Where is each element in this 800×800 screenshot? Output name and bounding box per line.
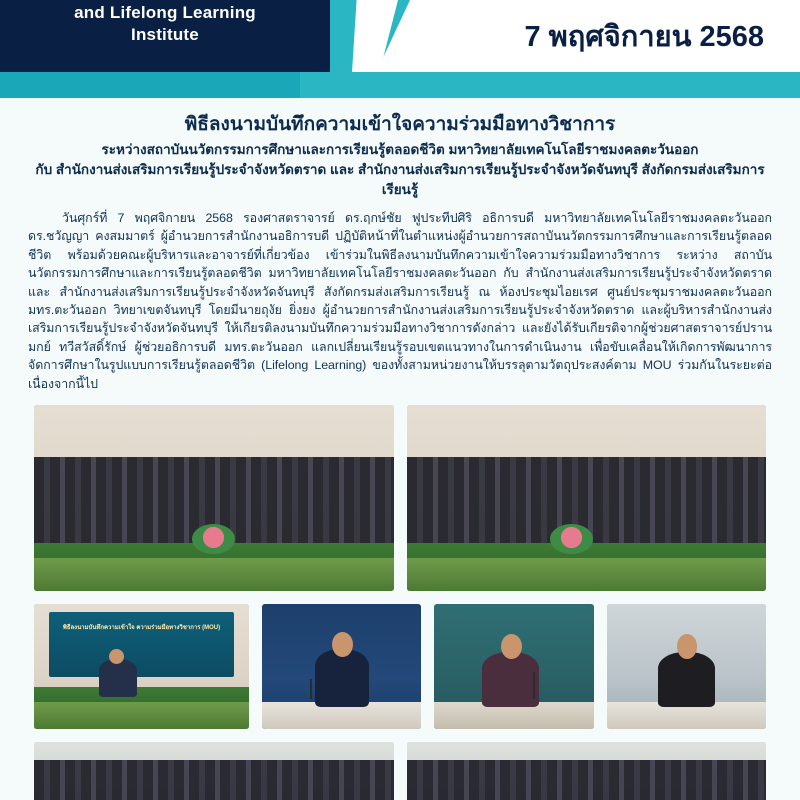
publication-date: 7 พฤศจิกายน 2568 <box>524 21 764 53</box>
article-body <box>0 98 800 393</box>
logo-line-2: Institute <box>131 25 199 44</box>
article-subtitle-1: ระหว่างสถาบันนวัตกรรมการศึกษาและการเรียนรู้ตลอดชีวิต มหาวิทยาลัยเทคโนโลยีราชมงคลตะวันออก <box>101 142 699 157</box>
photo-row-2 <box>34 604 766 729</box>
speaker-photo-1 <box>262 604 421 729</box>
speaker-photo-2 <box>434 604 593 729</box>
photo-row-1 <box>34 405 766 591</box>
photo-row-3 <box>34 742 766 800</box>
header-date-area <box>380 0 800 72</box>
signing-ceremony-group-photo-left <box>34 405 394 591</box>
speaker-photo-3 <box>607 604 766 729</box>
participants-group-photo-left <box>34 742 394 800</box>
article-subtitle-2: กับ สำนักงานส่งเสริมการเรียนรู้ประจำจังหวัดตราด และ สำนักงานส่งเสริมการเรียนรู้ประจำจังหวัดจันทบุรี สังกัดกรมส่งเสริมการเรียนรู้ <box>35 162 765 197</box>
page-header <box>0 0 800 72</box>
article-paragraph: วันศุกร์ที่ 7 พฤศจิกายน 2568 รองศาสตราจารย์ ดร.ฤกษ์ชัย ฟูประทีปศิริ อธิการบดี มหาวิทยาลัยเทคโนโลยีราชมงคลตะวันออก ดร.ชวัญญา คงสมมาตร์ ผู้อำนวยการสำนักงานอธิการบดี ปฏิบัติหน้าที่ในตำแหน่งผู้อำนวยการสถาบันนวัตกรรมการศึกษาและการเรียนรู้ตลอดชีวิต พร้อมด้วยคณะผู้บริหารและอาจารย์ที่เกี่ยวข้อง เข้าร่วมในพิธีลงนามบันทึกความเข้าใจความร่วมมือทางวิชาการ ระหว่าง สถาบันนวัตกรรมการศึกษาและการเรียนรู้ตลอดชีวิต มหาวิทยาลัยเทคโนโลยีราชมงคลตะวันออก กับ สำนักงานส่งเสริมการเรียนรู้ประจำจังหวัดตราด และ สำนักงานส่งเสริมการเรียนรู้ประจำจังหวัดจันทบุรี สังกัดกรมส่งเสริมการเรียนรู้ ณ ห้องประชุมไอยเรศ ศูนย์ประชุมราชมงคลตะวันออก มทร.ตะวันออก วิทยาเขตจันทบุรี โดยมีนายถุงัย ยิ่งยง ผู้อำนวยการสำนักงานส่งเสริมการเรียนรู้ประจำจังหวัดตราด และผู้บริหารสำนักงานส่งเสริมการเรียนรู้ประจำจังหวัดจันทบุรี ให้เกียรติลงนามบันทึกความร่วมมือทางวิชาการดังกล่าว และยังได้รับเกียรติจากผู้ช่วยศาสตราจารย์ปรานมกย์ ทวีสวัสดิ์รักษ์ ผู้ช่วยอธิการบดี มทร.ตะวันออก แลกเปลี่ยนเรียนรู้รอบเขตแนวทางในการดำเนินงาน เพื่อขับเคลื่อนให้เกิดการพัฒนาการจัดการศึกษาในรูปแบบการเรียนรู้ตลอดชีวิต (Lifelong Learning) ของทั้งสามหน่วยงานให้บรรลุตามวัตถุประสงค์ตาม MOU ร่วมกันในระยะต่อเนื่องจากนี้ไป <box>28 211 772 391</box>
ceremony-stage-backdrop-photo <box>34 604 249 729</box>
participants-group-photo-right <box>407 742 767 800</box>
photo-gallery <box>0 405 800 800</box>
logo-line-1: and Lifelong Learning <box>74 3 256 22</box>
page-title: พิธีลงนามบันทึกความเข้าใจความร่วมมือทางวิชาการ <box>184 114 616 135</box>
organization-logo <box>0 0 330 72</box>
backdrop-title-text: พิธีลงนามบันทึกความเข้าใจ ความร่วมมือทางวิชาการ (MOU) <box>62 625 221 632</box>
header-accent-bar-dark <box>0 72 300 98</box>
signing-ceremony-group-photo-right <box>407 405 767 591</box>
